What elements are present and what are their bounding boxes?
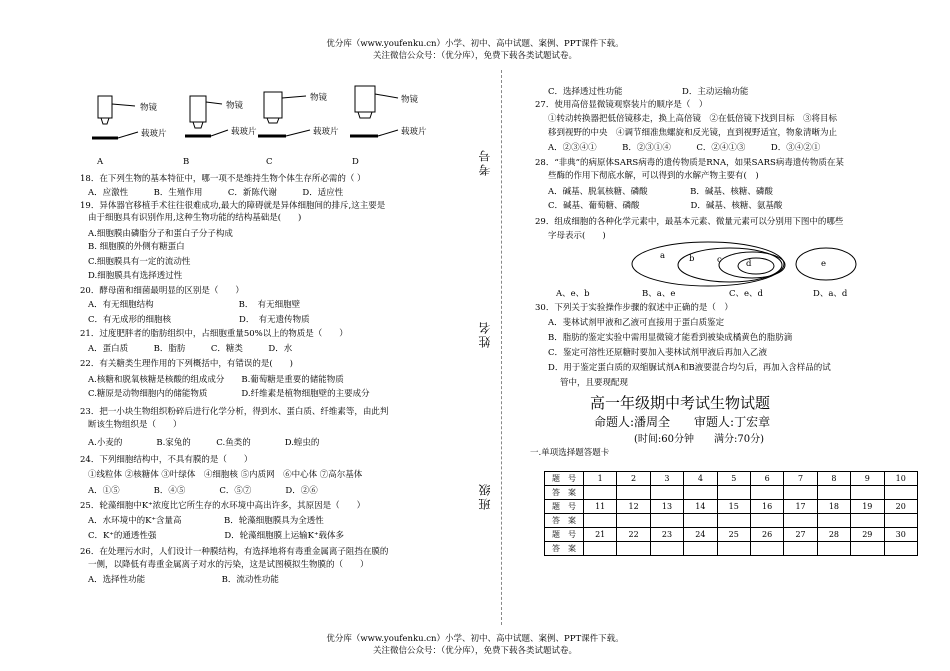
right-line: 27．使用高倍显微镜观察装片的顺序是（ ） xyxy=(535,100,708,110)
answer-cell[interactable] xyxy=(884,542,917,556)
left-line: A．蛋白质 B．脂肪 C．糖类 D．水 xyxy=(88,344,293,354)
answer-cell[interactable] xyxy=(817,542,850,556)
left-line: 23．把一小块生物组织粉碎后进行化学分析，得到水、蛋白质、纤维素等，由此判 xyxy=(80,407,389,417)
slide-label-b: 载玻片 xyxy=(231,127,257,137)
objective-label-d: 物镜 xyxy=(401,95,419,105)
header-line-2: 关注微信公众号：（优分库），免费下载各类试题试卷。 xyxy=(372,51,577,61)
objective-a xyxy=(92,96,138,138)
answer-row xyxy=(545,514,918,528)
slide-label-c: 载玻片 xyxy=(313,127,339,137)
right-line: 29．组成细胞的各种化学元素中，最基本元素、微量元素可以分别用下图中的哪些 xyxy=(535,217,844,227)
venn-label-c: c xyxy=(717,255,722,265)
answer-label-cell: 答 案 xyxy=(545,514,584,528)
question-number-cell: 12 xyxy=(617,500,650,514)
left-line: 20．酵母菌和细菌最明显的区别是（ ） xyxy=(80,286,244,296)
left-line: 一侧，以降低有毒重金属离子对水的污染，这是试图模拟生物膜的（ ） xyxy=(88,560,369,570)
answer-row xyxy=(545,542,918,556)
answer-cell[interactable] xyxy=(584,486,617,500)
left-line: 26．在处理污水时，人们设计一种膜结构，有选择地将有毒重金属离子阻挡在膜的 xyxy=(80,547,389,557)
answer-cell[interactable] xyxy=(584,542,617,556)
question-number-cell: 29 xyxy=(851,528,884,542)
left-line: A.细胞膜由磷脂分子和蛋白子分子构成 xyxy=(88,229,233,239)
question-number-cell: 2 xyxy=(617,472,650,486)
answer-cell[interactable] xyxy=(650,514,683,528)
right-line: C．鉴定可溶性还原糖时要加入斐林试剂甲液后再加入乙液 xyxy=(548,348,768,358)
answer-cell[interactable] xyxy=(750,486,783,500)
right-line: 些酶的作用下彻底水解，可以得到的水解产物主要有( ) xyxy=(548,171,759,181)
right-line: C．选择透过性功能 D．主动运输功能 xyxy=(548,87,749,97)
question-number-cell: 18 xyxy=(817,500,850,514)
question-number-cell: 24 xyxy=(684,528,717,542)
answer-number-row xyxy=(545,528,918,542)
slide-label-d: 载玻片 xyxy=(401,127,427,137)
answer-label-cell: 答 案 xyxy=(545,486,584,500)
answer-cell[interactable] xyxy=(884,486,917,500)
slide-label-a: 载玻片 xyxy=(141,129,167,139)
left-line: A.核糖和脱氧核糖是核酸的组成成分 B.葡萄糖是重要的储能物质 xyxy=(88,375,344,385)
left-line: B. 细胞膜的外侧有糖蛋白 xyxy=(88,242,185,252)
answer-cell[interactable] xyxy=(784,486,817,500)
question-number-cell: 9 xyxy=(851,472,884,486)
exam-title: 高一年级期中考试生物试题 xyxy=(590,394,771,412)
page-divider xyxy=(501,70,502,625)
left-line: A．选择性功能 B．流动性功能 xyxy=(88,575,279,585)
question-number-cell: 11 xyxy=(584,500,617,514)
objective-d xyxy=(350,86,398,136)
left-line: A．水环境中的K⁺含量高 B．轮藻细胞膜具为全透性 xyxy=(88,516,324,526)
left-line: 18．在下列生物的基本特征中，哪一项不是维持生物个体生存所必需的（ ） xyxy=(80,174,366,184)
number-label-cell: 题 号 xyxy=(545,528,584,542)
answer-cell[interactable] xyxy=(617,542,650,556)
footer-line-1: 优分库（www.youfenku.cn）小学、初中、高中试题、案例、PPT课件下载。 xyxy=(326,634,624,644)
right-line: 字母表示( ) xyxy=(548,231,606,241)
left-line: A．①⑤ B．④⑤ C．⑤⑦ D．②⑥ xyxy=(88,486,318,496)
answer-cell[interactable] xyxy=(717,542,750,556)
left-line: A．应激性 B．生殖作用 C．新陈代谢 D．适应性 xyxy=(88,188,344,198)
question-number-cell: 13 xyxy=(650,500,683,514)
microscope-diagram xyxy=(80,80,460,155)
question-number-cell: 8 xyxy=(817,472,850,486)
answer-card-table xyxy=(544,471,918,556)
question-number-cell: 22 xyxy=(617,528,650,542)
answer-cell[interactable] xyxy=(717,486,750,500)
answer-label-cell: 答 案 xyxy=(545,542,584,556)
question-number-cell: 28 xyxy=(817,528,850,542)
left-line: 断该生物组织是（ ） xyxy=(88,420,182,430)
answer-cell[interactable] xyxy=(617,514,650,528)
question-number-cell: 30 xyxy=(884,528,917,542)
answer-cell[interactable] xyxy=(851,514,884,528)
left-line: C．有无成形的细胞核 D． 有无遗传物质 xyxy=(88,315,310,325)
answer-row xyxy=(545,486,918,500)
right-line: 移到视野的中央 ④调节细准焦螺旋和反光镜，直到视野适宜，物象清晰为止 xyxy=(548,128,838,138)
question-number-cell: 10 xyxy=(884,472,917,486)
right-line: D．用于鉴定蛋白质的双缩脲试剂A和B液要混合均匀后，再加入含样品的试 xyxy=(548,363,831,373)
venn-label-a: a xyxy=(660,251,666,261)
answer-number-row xyxy=(545,472,918,486)
option-c: C xyxy=(266,157,273,167)
answer-cell[interactable] xyxy=(817,486,850,500)
answer-number-row xyxy=(545,500,918,514)
left-line: 21．过度肥胖者的脂肪组织中，占细胞重量50%以上的物质是（ ） xyxy=(80,329,348,339)
answer-cell[interactable] xyxy=(817,514,850,528)
answer-cell[interactable] xyxy=(717,514,750,528)
side-label-class: 班级 xyxy=(478,482,492,510)
answer-cell[interactable] xyxy=(851,542,884,556)
objective-label-b: 物镜 xyxy=(226,101,244,111)
question-number-cell: 17 xyxy=(784,500,817,514)
number-label-cell: 题 号 xyxy=(545,500,584,514)
answer-cell[interactable] xyxy=(784,542,817,556)
option-b: B xyxy=(183,157,190,167)
objective-c xyxy=(258,92,310,136)
answer-cell[interactable] xyxy=(750,514,783,528)
right-line: ①转动转换器把低倍镜移走，换上高倍镜 ②在低倍镜下找到目标 ③将目标 xyxy=(548,114,838,124)
right-line: A．碱基、脱氧核糖、磷酸 B．碱基、核糖、磷酸 xyxy=(548,187,773,197)
left-line: D.细胞膜具有选择透过性 xyxy=(88,271,183,281)
left-line: C.细胞膜具有一定的流动性 xyxy=(88,257,191,267)
question-number-cell: 20 xyxy=(884,500,917,514)
right-line: A．斐林试剂甲液和乙液可直接用于蛋白质鉴定 xyxy=(548,318,725,328)
answer-cell[interactable] xyxy=(784,514,817,528)
answer-cell[interactable] xyxy=(650,486,683,500)
question-number-cell: 3 xyxy=(650,472,683,486)
question-number-cell: 23 xyxy=(650,528,683,542)
question-number-cell: 25 xyxy=(717,528,750,542)
left-line: C．K⁺的通透性强 D．轮藻细胞膜上运输K⁺载体多 xyxy=(88,531,344,541)
left-line: 22．有关糖类生理作用的下列概括中，有错误的是( ) xyxy=(80,359,293,369)
left-line: 24．下列细胞结构中，不具有膜的是（ ） xyxy=(80,455,253,465)
answer-cell[interactable] xyxy=(650,542,683,556)
question-number-cell: 4 xyxy=(684,472,717,486)
side-label-name: 姓名 xyxy=(478,320,492,348)
right-line: 30．下列关于实验操作步骤的叙述中正确的是（ ） xyxy=(535,303,733,313)
left-line: 19．异体器官移植手术往往很难成功,最大的障碍就是异体细胞间的排斥,这主要是 xyxy=(80,201,386,211)
left-line: 25．轮藻细胞中K⁺浓度比它所生存的水环境中高出许多，其原因是（ ） xyxy=(80,501,366,511)
question-number-cell: 6 xyxy=(750,472,783,486)
question-number-cell: 14 xyxy=(684,500,717,514)
right-line: A．②③④① B．②③①④ C．②④①③ D．③④②① xyxy=(548,143,821,153)
venn-option-c: C、e、d xyxy=(729,289,763,299)
right-line: 28．“非典”的病原体SARS病毒的遗传物质是RNA，如果SARS病毒遗传物质在某 xyxy=(535,158,844,168)
venn-label-d: d xyxy=(746,259,752,269)
answer-cell[interactable] xyxy=(684,542,717,556)
answer-cell[interactable] xyxy=(851,486,884,500)
question-number-cell: 7 xyxy=(784,472,817,486)
right-line: C．碱基、葡萄糖、磷酸 D．碱基、核糖、氨基酸 xyxy=(548,201,783,211)
venn-option-a: A、e、b xyxy=(556,289,590,299)
question-number-cell: 1 xyxy=(584,472,617,486)
footer-line-2: 关注微信公众号：（优分库），免费下载各类试题试卷。 xyxy=(372,646,577,656)
venn-label-e: e xyxy=(821,259,827,269)
venn-label-b: b xyxy=(689,254,695,264)
header-line-1: 优分库（www.youfenku.cn）小学、初中、高中试题、案例、PPT课件下载。 xyxy=(326,39,624,49)
answer-cell[interactable] xyxy=(684,514,717,528)
number-label-cell: 题 号 xyxy=(545,472,584,486)
answer-cell[interactable] xyxy=(884,514,917,528)
venn-option-d: D、a、d xyxy=(813,289,848,299)
question-number-cell: 27 xyxy=(784,528,817,542)
venn-option-b: B、a、e xyxy=(642,289,676,299)
right-line: B．脂肪的鉴定实验中需用显微镜才能看到被染成橘黄色的脂肪滴 xyxy=(548,333,793,343)
objective-label-a: 物镜 xyxy=(140,103,158,113)
question-number-cell: 19 xyxy=(851,500,884,514)
objective-b xyxy=(185,96,228,136)
answer-cell[interactable] xyxy=(750,542,783,556)
question-number-cell: 16 xyxy=(750,500,783,514)
question-number-cell: 5 xyxy=(717,472,750,486)
left-line: A．有无细胞结构 B． 有无细胞壁 xyxy=(88,300,301,310)
question-number-cell: 26 xyxy=(750,528,783,542)
objective-label-c: 物镜 xyxy=(310,93,328,103)
question-number-cell: 21 xyxy=(584,528,617,542)
side-label-exam-no: 考号 xyxy=(478,148,492,176)
answer-section-title: 一.单项选择题答题卡 xyxy=(530,448,610,458)
left-line: ①线粒体 ②核糖体 ③叶绿体 ④细胞核 ⑤内质网 ⑥中心体 ⑦高尔基体 xyxy=(88,470,363,480)
answer-cell[interactable] xyxy=(584,514,617,528)
exam-time: (时间:60分钟 满分:70分) xyxy=(634,434,764,445)
left-line: 由于细胞具有识别作用,这种生物功能的结构基础是( ) xyxy=(88,213,302,223)
right-line: 管中，且要现配现 xyxy=(560,378,629,388)
answer-cell[interactable] xyxy=(684,486,717,500)
left-line: A.小麦的 B.家兔的 C.鱼类的 D.蝗虫的 xyxy=(88,438,320,448)
option-d: D xyxy=(352,157,359,167)
option-a: A xyxy=(97,157,104,167)
question-number-cell: 15 xyxy=(717,500,750,514)
answer-cell[interactable] xyxy=(617,486,650,500)
exam-authors: 命题人:潘周全 审题人:丁宏章 xyxy=(594,415,771,429)
left-line: C.糖原是动物细胞内的储能物质 D.纤维素是植物细胞壁的主要成分 xyxy=(88,389,370,399)
